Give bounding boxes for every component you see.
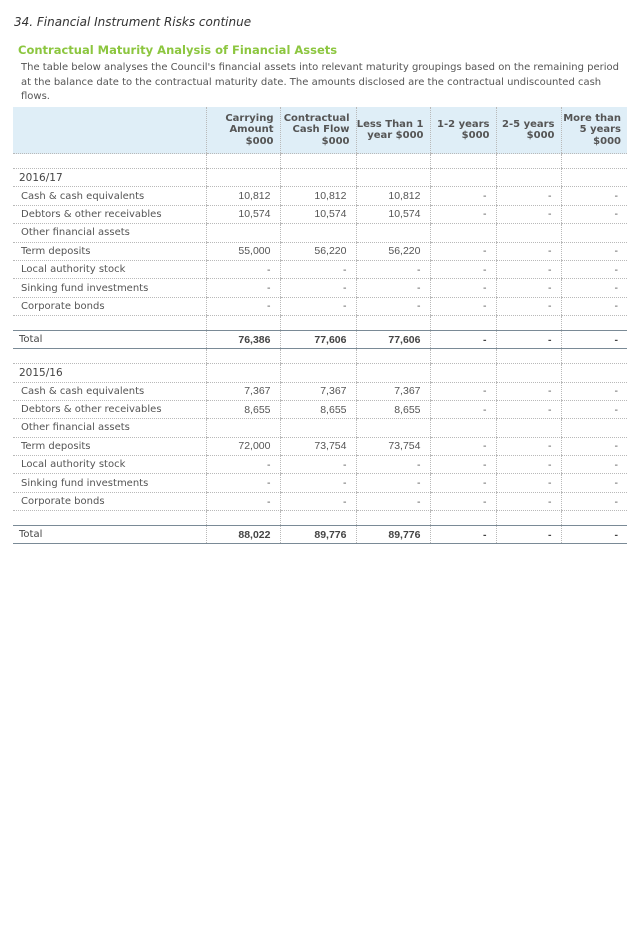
value-cell: - (561, 279, 627, 297)
value-cell: - (561, 437, 627, 455)
value-cell: - (356, 474, 430, 492)
value-cell: - (561, 260, 627, 278)
spacer-cell (561, 349, 627, 364)
spacer-cell (13, 349, 206, 364)
year-row-cell (561, 364, 627, 382)
value-cell: - (280, 456, 356, 474)
spacer-cell (561, 154, 627, 169)
year-row-cell (280, 364, 356, 382)
row-label: Sinking fund investments (13, 474, 206, 492)
value-cell: - (356, 456, 430, 474)
value-cell: 56,220 (280, 242, 356, 260)
value-cell: - (280, 297, 356, 315)
value-cell: - (206, 492, 280, 510)
spacer-cell (13, 154, 206, 169)
total-value-cell: 77,606 (356, 331, 430, 349)
value-cell (206, 419, 280, 437)
row-label: Cash & cash equivalents (13, 382, 206, 400)
total-value-cell: - (496, 526, 561, 544)
value-cell: 10,574 (206, 205, 280, 223)
value-cell: - (356, 279, 430, 297)
total-row (13, 526, 627, 544)
column-header: Carrying Amount $000 (206, 107, 280, 154)
value-cell: - (496, 456, 561, 474)
value-cell: - (496, 437, 561, 455)
value-cell: 8,655 (206, 400, 280, 418)
table-row (13, 187, 627, 205)
value-cell: - (280, 260, 356, 278)
value-cell: 10,574 (356, 205, 430, 223)
spacer-cell (356, 349, 430, 364)
value-cell: - (561, 492, 627, 510)
table-row (13, 400, 627, 418)
maturity-table (13, 107, 627, 544)
spacer-cell (206, 511, 280, 526)
total-row (13, 331, 627, 349)
table-row (13, 492, 627, 510)
year-row-cell (561, 169, 627, 187)
value-cell: - (430, 492, 496, 510)
year-row-cell (496, 169, 561, 187)
table-row (13, 456, 627, 474)
total-value-cell: - (496, 331, 561, 349)
total-value-cell: 88,022 (206, 526, 280, 544)
table-row (13, 382, 627, 400)
spacer-cell (206, 349, 280, 364)
total-label: Total (13, 526, 206, 544)
spacer-cell (280, 349, 356, 364)
spacer-cell (430, 154, 496, 169)
row-label: Term deposits (13, 242, 206, 260)
value-cell: - (496, 279, 561, 297)
table-body (13, 154, 627, 544)
value-cell: 73,754 (356, 437, 430, 455)
spacer-cell (430, 349, 496, 364)
total-value-cell: - (561, 331, 627, 349)
total-value-cell: 76,386 (206, 331, 280, 349)
total-label: Total (13, 331, 206, 349)
total-value-cell: - (430, 331, 496, 349)
value-cell: - (206, 279, 280, 297)
spacer-cell (356, 511, 430, 526)
value-cell (561, 224, 627, 242)
table-row (13, 474, 627, 492)
row-label: Sinking fund investments (13, 279, 206, 297)
column-header: Contractual Cash Flow $000 (280, 107, 356, 154)
value-cell: - (496, 242, 561, 260)
value-cell: 56,220 (356, 242, 430, 260)
value-cell: - (496, 205, 561, 223)
year-row (13, 364, 627, 382)
value-cell: 73,754 (280, 437, 356, 455)
column-header: More than 5 years $000 (561, 107, 627, 154)
spacer-cell (496, 349, 561, 364)
value-cell: - (496, 297, 561, 315)
value-cell: - (430, 437, 496, 455)
year-row-cell (430, 169, 496, 187)
value-cell: - (561, 400, 627, 418)
year-row-cell (430, 364, 496, 382)
table-row (13, 224, 627, 242)
table-row (13, 260, 627, 278)
year-row-cell (356, 364, 430, 382)
value-cell: - (561, 187, 627, 205)
value-cell: - (430, 456, 496, 474)
spacer-row (13, 316, 627, 331)
year-label: 2016/17 (13, 169, 206, 187)
total-value-cell: 89,776 (280, 526, 356, 544)
total-value-cell: 89,776 (356, 526, 430, 544)
row-label: Term deposits (13, 437, 206, 455)
value-cell: - (561, 474, 627, 492)
value-cell (561, 419, 627, 437)
row-label: Local authority stock (13, 260, 206, 278)
table-header-row (13, 107, 627, 154)
value-cell: - (496, 474, 561, 492)
spacer-cell (356, 154, 430, 169)
row-label: Corporate bonds (13, 492, 206, 510)
value-cell (356, 224, 430, 242)
value-cell: - (496, 187, 561, 205)
value-cell: - (430, 382, 496, 400)
total-value-cell: - (430, 526, 496, 544)
value-cell: 7,367 (280, 382, 356, 400)
row-label: Local authority stock (13, 456, 206, 474)
value-cell: - (206, 297, 280, 315)
spacer-cell (206, 154, 280, 169)
value-cell: 8,655 (280, 400, 356, 418)
value-cell: - (430, 297, 496, 315)
value-cell (280, 224, 356, 242)
value-cell: - (430, 474, 496, 492)
value-cell: 10,812 (206, 187, 280, 205)
value-cell: - (430, 260, 496, 278)
value-cell: - (356, 492, 430, 510)
spacer-cell (430, 511, 496, 526)
year-row (13, 169, 627, 187)
value-cell: - (496, 260, 561, 278)
total-value-cell: 77,606 (280, 331, 356, 349)
spacer-cell (280, 154, 356, 169)
spacer-cell (280, 511, 356, 526)
value-cell: - (206, 260, 280, 278)
value-cell (430, 419, 496, 437)
row-label: Other financial assets (13, 224, 206, 242)
value-cell: 55,000 (206, 242, 280, 260)
year-row-cell (496, 364, 561, 382)
value-cell (496, 224, 561, 242)
value-cell: 10,812 (356, 187, 430, 205)
row-label: Cash & cash equivalents (13, 187, 206, 205)
row-label: Corporate bonds (13, 297, 206, 315)
value-cell: - (430, 242, 496, 260)
value-cell: - (430, 279, 496, 297)
column-header: Less Than 1 year $000 (356, 107, 430, 154)
table-row (13, 297, 627, 315)
value-cell: - (496, 382, 561, 400)
value-cell (280, 419, 356, 437)
spacer-row (13, 154, 627, 169)
value-cell: 72,000 (206, 437, 280, 455)
intro-paragraph: The table below analyses the Council's financial assets into relevant maturity groupings based on the remaining period at the balance date to the contractual maturity date. The amounts disclosed are the contractual undiscounted cash flows. (21, 62, 619, 102)
spacer-cell (561, 316, 627, 331)
table-row (13, 437, 627, 455)
value-cell: - (496, 492, 561, 510)
value-cell: 8,655 (356, 400, 430, 418)
value-cell: - (430, 205, 496, 223)
value-cell: - (561, 297, 627, 315)
value-cell (206, 224, 280, 242)
spacer-cell (13, 316, 206, 331)
column-header: 1-2 years $000 (430, 107, 496, 154)
spacer-cell (206, 316, 280, 331)
spacer-cell (280, 316, 356, 331)
value-cell: - (280, 492, 356, 510)
value-cell: - (206, 456, 280, 474)
row-label: Other financial assets (13, 419, 206, 437)
table-row (13, 242, 627, 260)
header-blank (13, 107, 206, 154)
total-value-cell: - (561, 526, 627, 544)
value-cell: - (561, 456, 627, 474)
value-cell (496, 419, 561, 437)
sub-title: Contractual Maturity Analysis of Financial Assets (18, 43, 338, 57)
year-row-cell (206, 364, 280, 382)
column-header: 2-5 years $000 (496, 107, 561, 154)
table-row (13, 419, 627, 437)
spacer-cell (496, 154, 561, 169)
value-cell: - (280, 279, 356, 297)
year-row-cell (280, 169, 356, 187)
value-cell: - (496, 400, 561, 418)
value-cell: - (206, 474, 280, 492)
year-row-cell (356, 169, 430, 187)
table-row (13, 205, 627, 223)
value-cell: - (561, 242, 627, 260)
spacer-cell (430, 316, 496, 331)
spacer-cell (561, 511, 627, 526)
value-cell: 7,367 (356, 382, 430, 400)
row-label: Debtors & other receivables (13, 400, 206, 418)
value-cell: - (561, 205, 627, 223)
spacer-row (13, 349, 627, 364)
value-cell: 10,812 (280, 187, 356, 205)
spacer-cell (356, 316, 430, 331)
spacer-cell (496, 511, 561, 526)
spacer-cell (496, 316, 561, 331)
row-label: Debtors & other receivables (13, 205, 206, 223)
year-label: 2015/16 (13, 364, 206, 382)
value-cell (430, 224, 496, 242)
year-row-cell (206, 169, 280, 187)
value-cell: - (430, 187, 496, 205)
table-row (13, 279, 627, 297)
value-cell: - (280, 474, 356, 492)
value-cell (356, 419, 430, 437)
value-cell: - (430, 400, 496, 418)
value-cell: - (561, 382, 627, 400)
value-cell: - (356, 297, 430, 315)
value-cell: 7,367 (206, 382, 280, 400)
section-title: 34. Financial Instrument Risks continue (14, 15, 252, 29)
value-cell: - (356, 260, 430, 278)
spacer-row (13, 511, 627, 526)
value-cell: 10,574 (280, 205, 356, 223)
spacer-cell (13, 511, 206, 526)
